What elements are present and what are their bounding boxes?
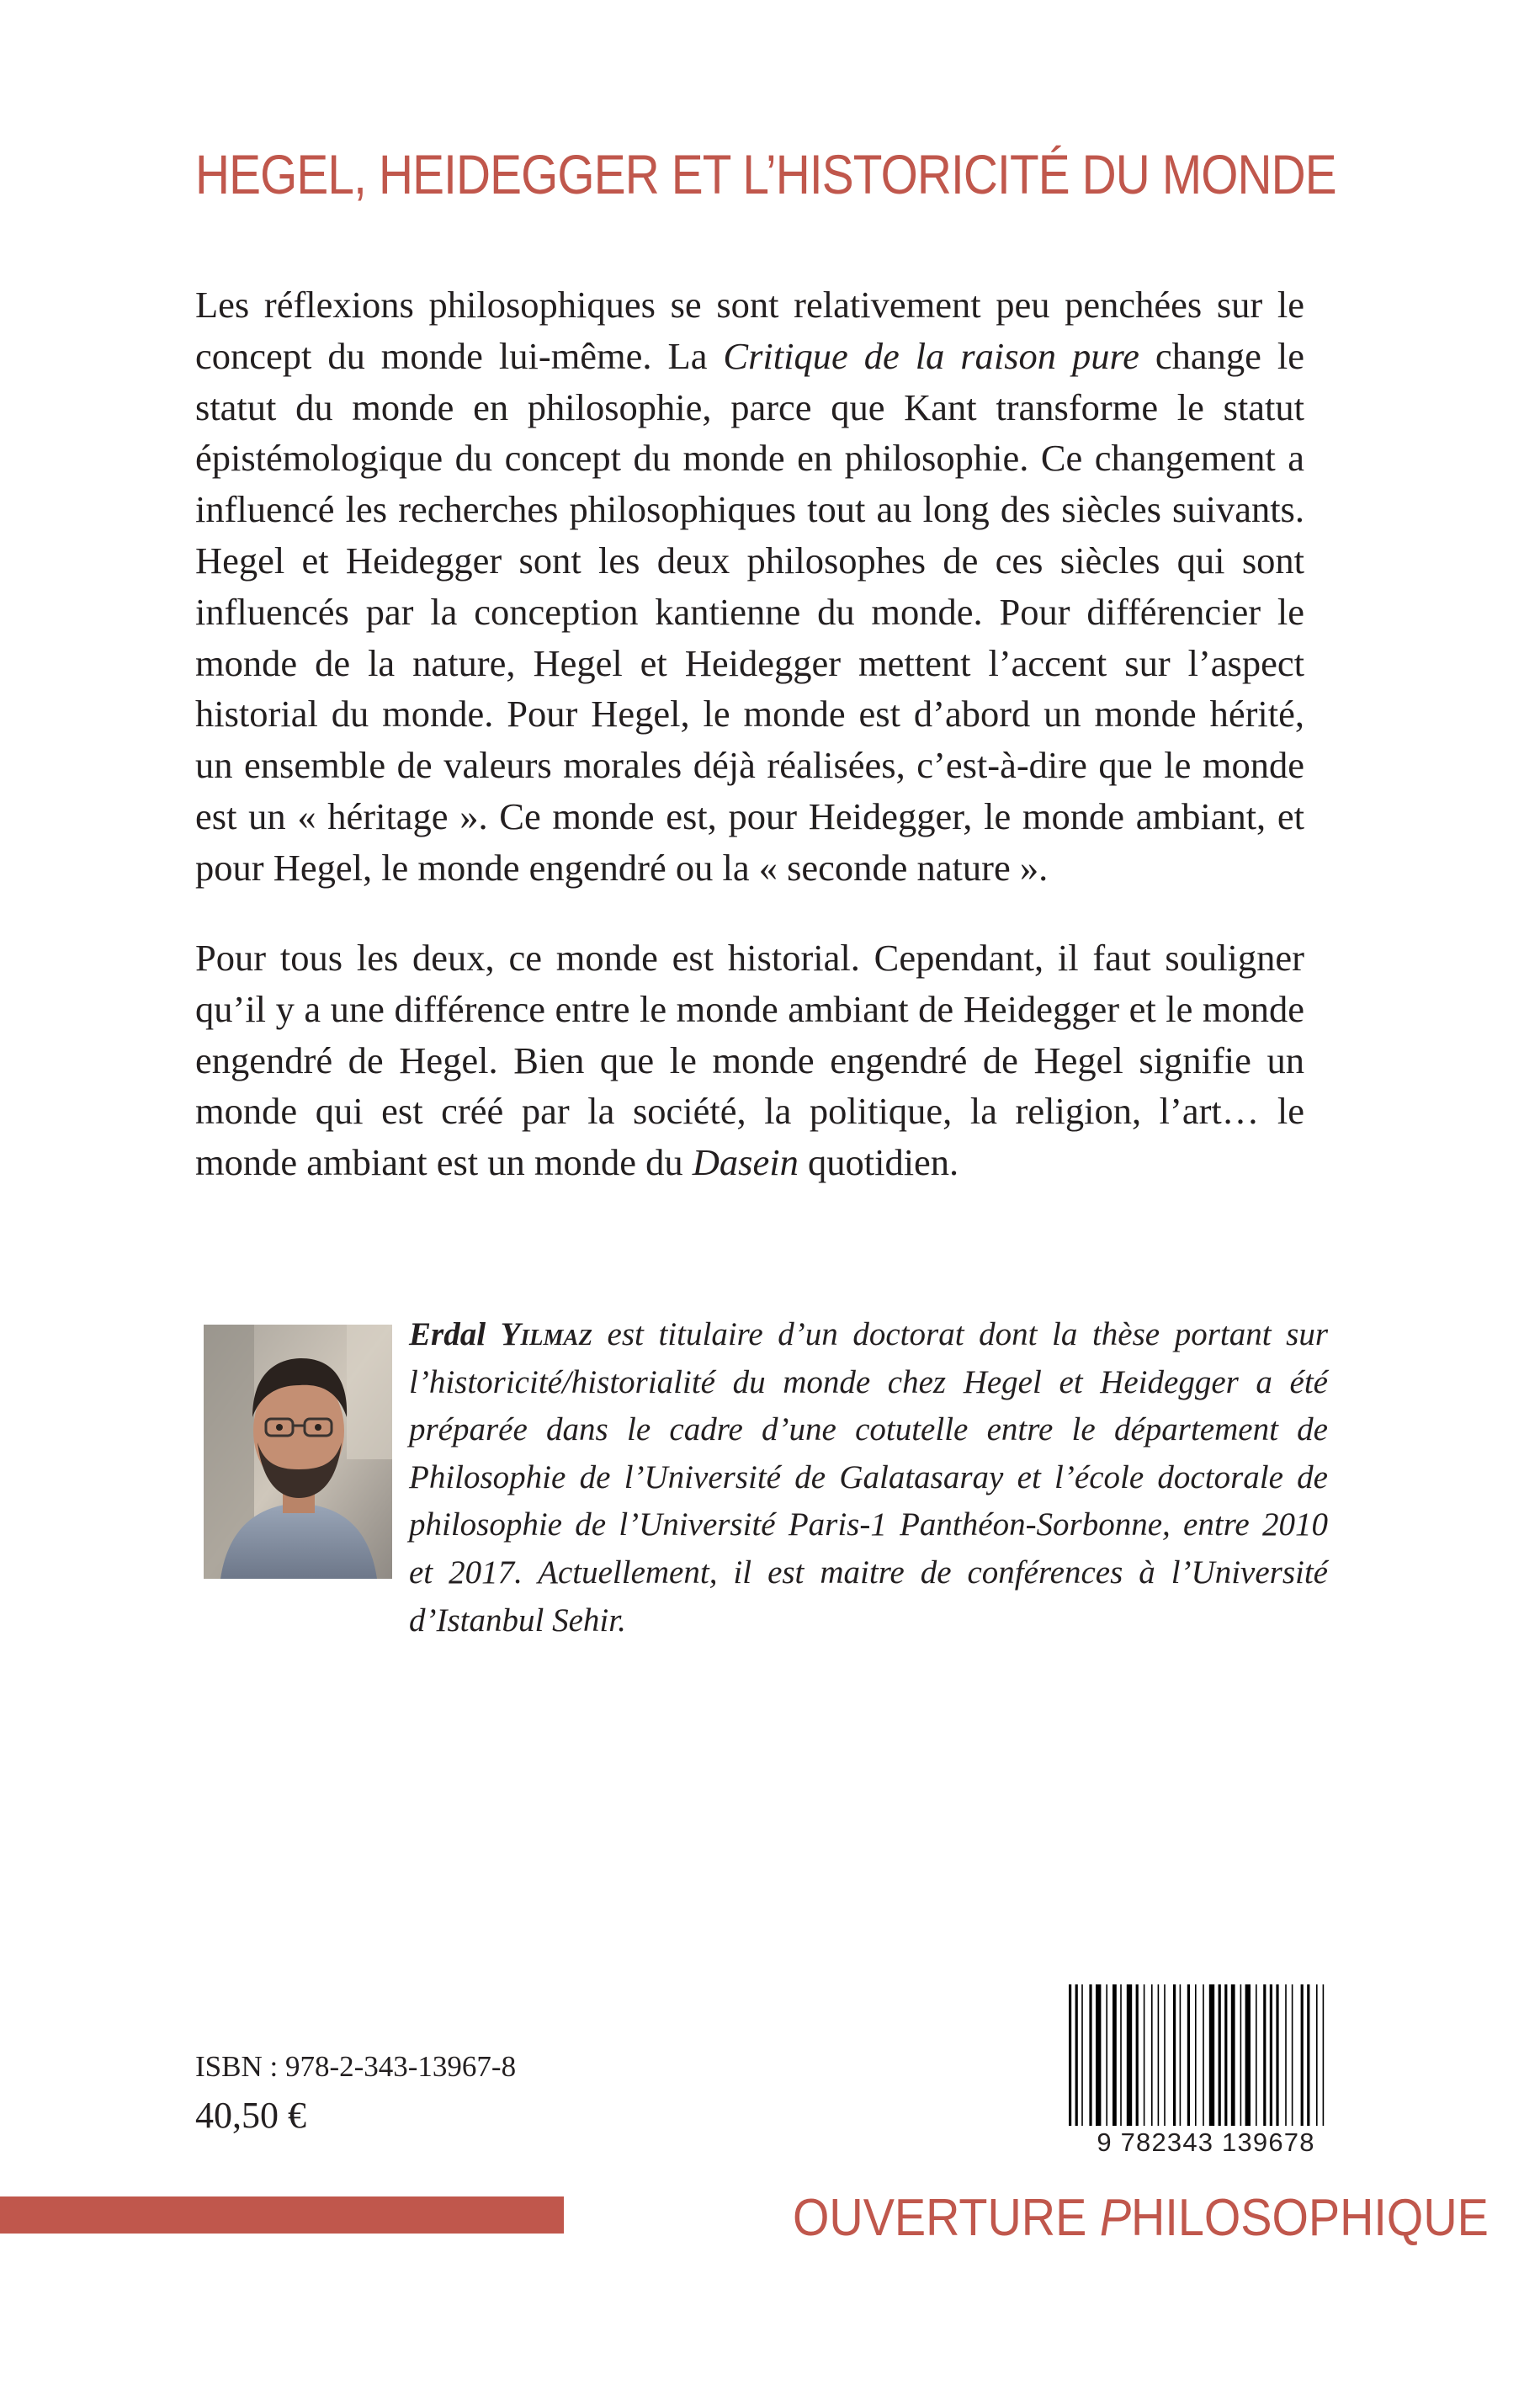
barcode-digits: 9 782343 139678 [1097,2127,1315,2157]
barcode-bar [1240,1984,1242,2126]
author-last-name: Yilmaz [500,1316,592,1352]
barcode-bar [1151,1984,1153,2126]
summary-text: quotidien. [798,1141,959,1184]
author-name [409,1316,592,1352]
barcode-bar [1195,1984,1197,2126]
barcode-bar [1173,1984,1176,2126]
accent-bar [0,2196,564,2234]
author-photo [204,1325,392,1579]
barcode-bar [1276,1984,1278,2126]
barcode-bar [1270,1984,1272,2126]
series-part: HILOSOPHIQUE [1131,2189,1489,2247]
barcode-bar [1081,1984,1083,2126]
barcode-bar [1106,1984,1107,2126]
barcode-bar [1301,1984,1304,2126]
barcode-bar [1203,1984,1204,2126]
barcode-bar [1113,1984,1117,2126]
series-part: OUVERTURE [793,2189,1100,2247]
author-bio [409,1311,1328,1644]
barcode-bar [1285,1984,1287,2126]
summary-text: Pour tous les deux, ce monde est historial. Cependant, il faut souligner qu’il y a une différence entre le monde ambiant de Heidegger et le monde engendré de Hegel. Bien que le monde engendré de Hegel signifie un monde qui est créé par la société, la politique, la religion, l’art… le monde ambiant est un monde du [195,937,1304,1184]
author-first-name: Erdal [409,1316,486,1352]
barcode-bar [1120,1984,1122,2126]
barcode-bar [1231,1984,1235,2126]
barcode-bar [1316,1984,1318,2126]
barcode-bar [1263,1984,1266,2126]
series-part: P [1099,2189,1132,2247]
summary-text: Les réflexions philosophiques se sont relativement peu penchées sur le concept du monde lui-même. La [195,284,1304,377]
barcode-bar [1164,1984,1166,2126]
barcode-bar [1187,1984,1190,2126]
barcode-bar [1256,1984,1257,2126]
barcode-bar [1089,1984,1091,2126]
summary-text: change le statut du monde en philosophie, parce que Kant transforme le statut épistémologique du concept du monde en philosophie. Ce changement a influencé les recherches philosophiques tout au long des siècles suivants. Hegel et Heidegger sont les deux philosophes de ces siècles qui sont influencés par la conception kantienne du monde. Pour différencier le monde de la nature, Hegel et Heidegger mettent l’accent sur l’aspect historial du monde. Pour Hegel, le monde est d’abord un monde hérité, un ensemble de valeurs morales déjà réalisées, c’est-à-dire que le monde est un « héritage ». Ce monde est, pour Heidegger, le monde ambiant, et pour Hegel, le monde engendré ou la « seconde nature ». [195,334,1304,889]
barcode-bar [1127,1984,1132,2126]
bio-text: est titulaire d’un doctorat dont la thèse portant sur l’historicité/historialité du monde chez Hegel et Heidegger a été préparée dans le cadre d’une cotutelle entre le département de Philosophie de l’Université de Galatasaray et l’école doctorale de philosophie de l’Université Paris-1 Panthéon-Sorbonne, entre 2010 et 2017. Actuellement, il est maitre de conférences à l’Université d’Istanbul Sehir. [409,1316,1328,1639]
barcode-bar [1180,1984,1182,2126]
term-italic: Dasein [692,1141,799,1184]
barcode-bar [1323,1984,1325,2126]
barcode-bar [1224,1984,1227,2126]
barcode-bar [1219,1984,1221,2126]
barcode-bars [1064,1981,1348,2129]
barcode-bar [1144,1984,1145,2126]
barcode-bar [1209,1984,1214,2126]
barcode-bar [1158,1984,1160,2126]
barcode-bar [1069,1984,1071,2126]
barcode-bar [1292,1984,1293,2126]
book-reference: Critique de la raison pure [723,334,1139,377]
barcode-bar [1136,1984,1139,2126]
summary-paragraph-1 [195,279,1304,894]
barcode-bar [1245,1984,1251,2126]
barcode-bar [1096,1984,1101,2126]
price: 40,50 € [195,2095,306,2136]
summary-paragraph-2 [195,932,1304,1188]
barcode-bar [1307,1984,1309,2126]
series-name [793,2190,1489,2247]
book-title: HEGEL, HEIDEGGER ET L’HISTORICITÉ DU MONDE [195,143,1336,205]
isbn: ISBN : 978-2-343-13967-8 [195,2050,517,2083]
barcode-bar [1075,1984,1078,2126]
